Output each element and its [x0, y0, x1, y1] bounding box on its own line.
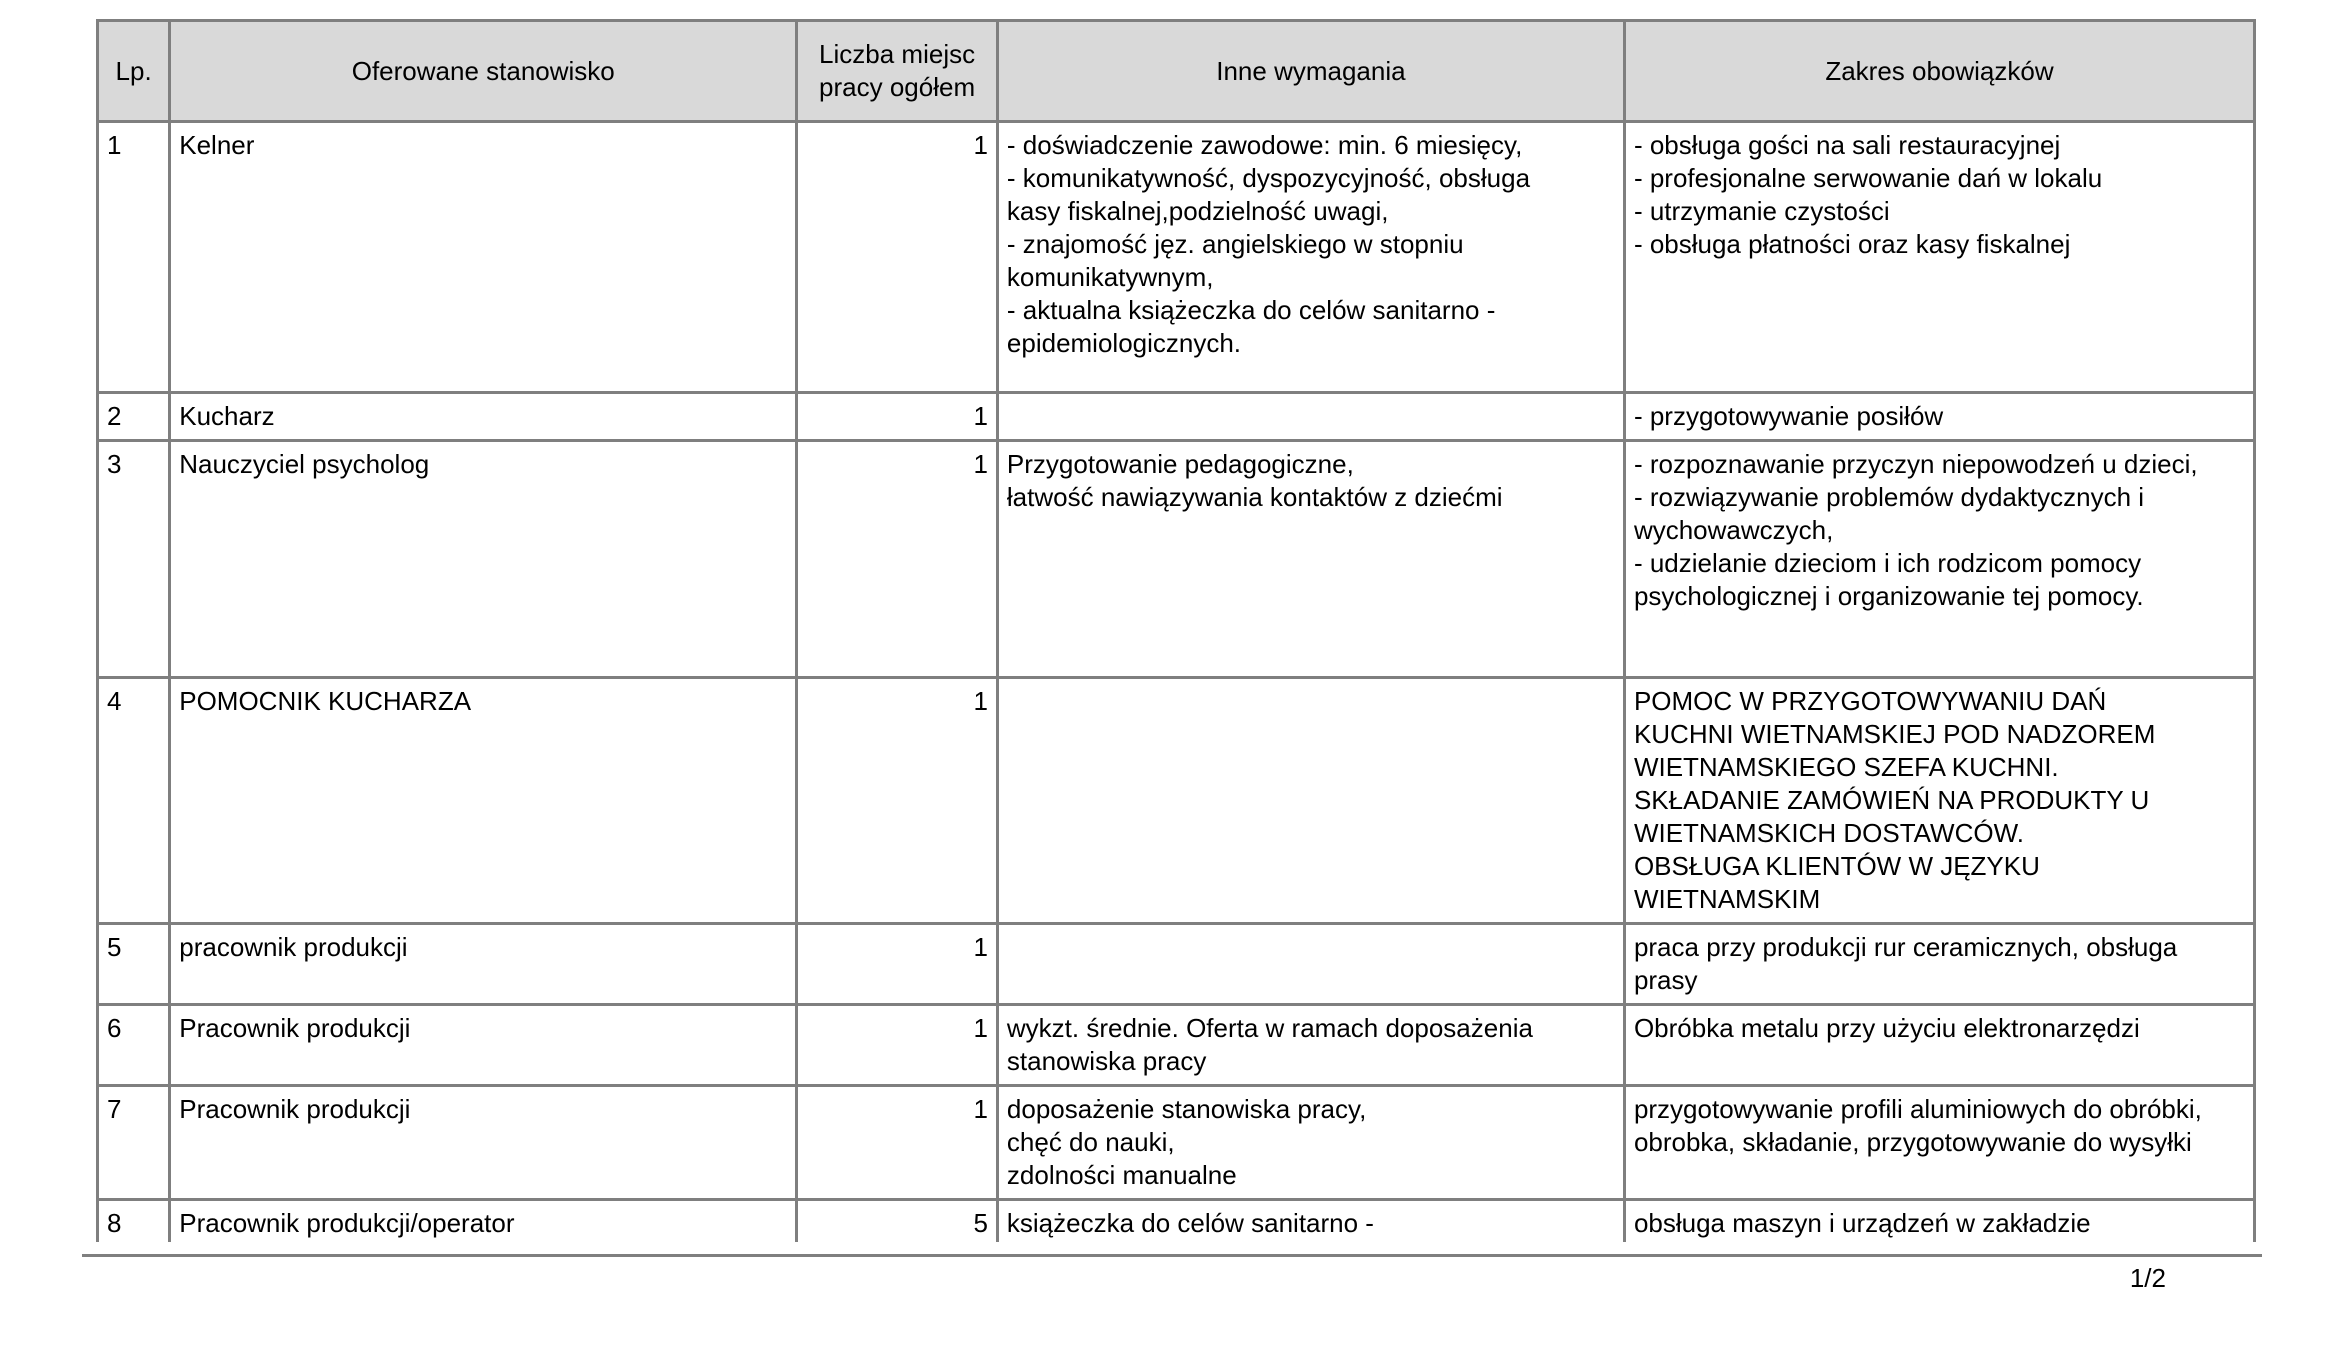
- row-zakres: praca przy produkcji rur ceramicznych, obsługa prasy: [1633, 932, 2178, 995]
- row-inne: [999, 925, 1623, 937]
- row-lp: 2: [107, 401, 122, 431]
- table-row: [98, 441, 2255, 678]
- row-lp: 3: [107, 449, 122, 479]
- row-inne: - doświadczenie zawodowe: min. 6 miesięcy, - komunikatywność, dyspozycyjność, obsługa kasy fiskalnej,podzielność uwagi, - znajomość jęz. angielskiego w stopniu komunikatywnym, - aktualna książeczka do celów sanitarno - epidemiologicznych.: [1006, 130, 1531, 358]
- row-liczba: 1: [973, 1094, 988, 1124]
- row-inne: [999, 679, 1623, 691]
- row-inne: Przygotowanie pedagogiczne, łatwość nawiązywania kontaktów z dziećmi: [1006, 449, 1503, 512]
- row-stanowisko: POMOCNIK KUCHARZA: [179, 686, 472, 716]
- row-stanowisko: Kelner: [179, 130, 255, 160]
- footer-divider: [82, 1254, 2262, 1257]
- table-header-row: [98, 21, 2255, 122]
- row-zakres: przygotowywanie profili aluminiowych do obróbki, obrobka, składanie, przygotowywanie do wysyłki: [1633, 1094, 2202, 1157]
- row-lp: 7: [107, 1094, 122, 1124]
- row-liczba: 1: [973, 449, 988, 479]
- page-number: 1/2: [2129, 1263, 2166, 1293]
- table-row: [98, 924, 2255, 1005]
- row-liczba: 1: [973, 686, 988, 716]
- row-lp: 5: [107, 932, 122, 962]
- row-lp: 8: [107, 1208, 122, 1238]
- row-inne: doposażenie stanowiska pracy, chęć do nauki, zdolności manualne: [1006, 1094, 1367, 1190]
- header-stanowisko: Oferowane stanowisko: [170, 21, 797, 122]
- table-row: [98, 1005, 2255, 1086]
- row-stanowisko: pracownik produkcji: [179, 932, 408, 962]
- row-stanowisko: Pracownik produkcji: [179, 1094, 411, 1124]
- header-lp: Lp.: [98, 21, 170, 122]
- row-liczba: 1: [973, 401, 988, 431]
- row-lp: 4: [107, 686, 122, 716]
- row-zakres: obsługa maszyn i urządzeń w zakładzie: [1633, 1208, 2091, 1238]
- row-zakres: - przygotowywanie posiłów: [1633, 401, 1944, 431]
- table-row: [98, 678, 2255, 924]
- table-row: [98, 1200, 2255, 1242]
- row-inne: [999, 394, 1623, 406]
- row-inne: wykzt. średnie. Oferta w ramach doposażenia stanowiska pracy: [1006, 1013, 1533, 1076]
- row-zakres: Obróbka metalu przy użyciu elektronarzędzi: [1633, 1013, 2140, 1043]
- row-stanowisko: Nauczyciel psycholog: [179, 449, 430, 479]
- row-liczba: 1: [973, 932, 988, 962]
- row-stanowisko: Pracownik produkcji/operator: [179, 1208, 515, 1238]
- table-row: [98, 1086, 2255, 1200]
- row-stanowisko: Kucharz: [179, 401, 275, 431]
- header-zakres: Zakres obowiązków: [1624, 21, 2254, 122]
- row-liczba: 1: [973, 130, 988, 160]
- row-stanowisko: Pracownik produkcji: [179, 1013, 411, 1043]
- row-lp: 1: [107, 130, 122, 160]
- row-inne: książeczka do celów sanitarno -: [1006, 1208, 1374, 1238]
- row-zakres: - rozpoznawanie przyczyn niepowodzeń u dzieci, - rozwiązywanie problemów dydaktycznych i wychowawczych, - udzielanie dzieciom i ich rodzicom pomocy psychologicznej i organizowanie tej pomocy.: [1633, 449, 2198, 611]
- row-zakres: - obsługa gości na sali restauracyjnej - profesjonalne serwowanie dań w lokalu - utrzymanie czystości - obsługa płatności oraz kasy fiskalnej: [1633, 130, 2103, 259]
- row-lp: 6: [107, 1013, 122, 1043]
- header-inne: Inne wymagania: [997, 21, 1624, 122]
- header-liczba: Liczba miejsc pracy ogółem: [797, 21, 998, 122]
- row-zakres: POMOC W PRZYGOTOWYWANIU DAŃ KUCHNI WIETNAMSKIEJ POD NADZOREM WIETNAMSKIEGO SZEFA KUCHNI. SKŁADANIE ZAMÓWIEŃ NA PRODUKTY U WIETNAMSKICH DOSTAWCÓW. OBSŁUGA KLIENTÓW W JĘZYKU WIETNAMSKIM: [1633, 686, 2156, 914]
- row-liczba: 5: [973, 1208, 988, 1238]
- job-offers-table: [96, 19, 2256, 1242]
- table-row: [98, 122, 2255, 393]
- table-row: [98, 393, 2255, 441]
- row-liczba: 1: [973, 1013, 988, 1043]
